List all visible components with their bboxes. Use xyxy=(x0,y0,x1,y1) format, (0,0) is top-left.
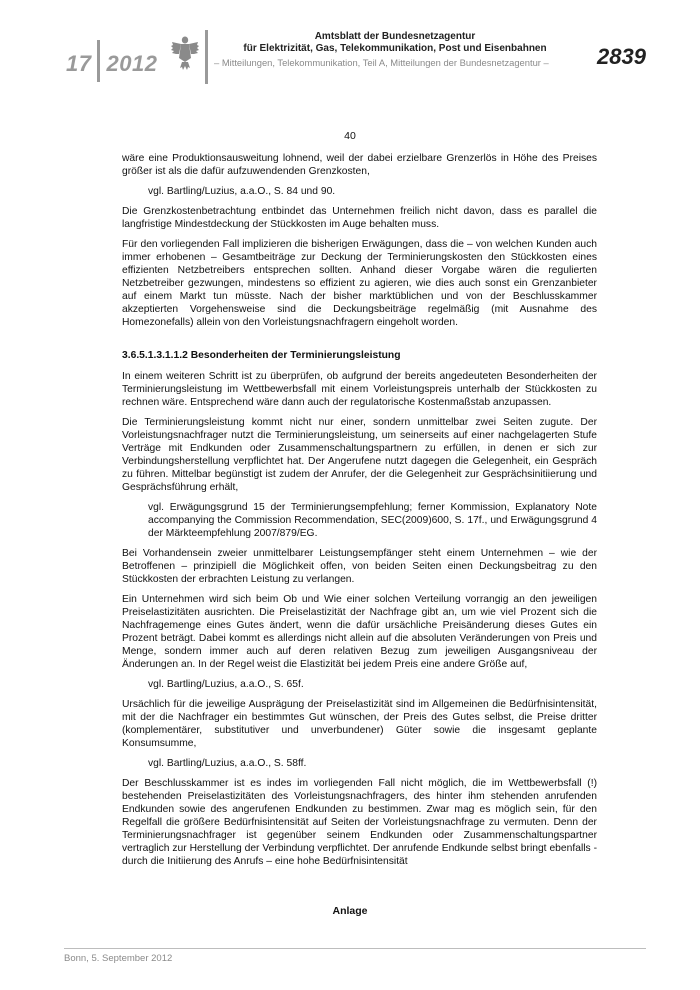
annex-label: Anlage xyxy=(332,905,368,917)
paragraph: wäre eine Produktionsausweitung lohnend, weil der dabei erzielbare Grenzerlös in Höhe des Preises größer ist als die dafür aufzuwendenden Grenzkosten, xyxy=(122,153,597,177)
journal-title xyxy=(210,31,580,55)
citation: vgl. Erwägungsgrund 15 der Terminierungsempfehlung; ferner Kommission, Explanatory Note accompanying the Commission Recommendation, SEC(2009)600, S. 17f., und Erwägungsgrund 4 der Märkteempfehlung 2007/879/EG. xyxy=(148,502,597,539)
section-heading: 3.6.5.1.3.1.1.2 Besonderheiten der Terminierungsleistung xyxy=(122,350,401,361)
paragraph: Die Grenzkostenbetrachtung entbindet das Unternehmen freilich nicht davon, dass es parallel die langfristige Mindestdeckung der Stückkosten im Auge behalten muss. xyxy=(122,206,597,230)
paragraph: Bei Vorhandensein zweier unmittelbarer Leistungsempfänger steht einem Unternehmen – wie der Betroffenen – prinzipiell die Möglichkeit offen, von beiden Seiten einen Deckungsbeitrag zu den Stückkosten der erbrachten Leistung zu verlangen. xyxy=(122,548,597,585)
issue-year: 2012 xyxy=(106,50,158,76)
document-body xyxy=(122,152,597,875)
journal-subtitle: – Mitteilungen, Telekommunikation, Teil A, Mitteilungen der Bundesnetzagentur – xyxy=(214,57,549,68)
citation: vgl. Bartling/Luzius, a.a.O., S. 65f. xyxy=(148,679,304,690)
issue-label xyxy=(66,44,157,86)
paragraph: Die Terminierungsleistung kommt nicht nur einer, sondern unmittelbar zwei Seiten zugute. Der Vorleistungsnachfrager nutzt die Terminierungsleistung, um seinerseits auf einer nachgelagerten Stufe Verträge mit Endkunden oder Zusammenschaltungspartnern zu erfüllen, in denen er sich zur Verbindungsherstellung verpflichtet hat. Der Angerufene nutzt dagegen die Gelegenheit, ein Gespräch zu führen. Mittelbar begünstigt ist zudem der Anrufer, der die Gelegenheit zur Gesprächsinitiierung und Gesprächsführung erhält, xyxy=(122,417,597,493)
journal-title-line1: Amtsblatt der Bundesnetzagentur xyxy=(314,31,476,42)
paragraph: Ein Unternehmen wird sich beim Ob und Wie einer solchen Verteilung vorrangig an den jeweiligen Preiselastizitäten ausrichten. Die Preiselastizität der Nachfrage gibt an, um wie viel Prozent sich die Nachfragemenge eines Gutes ändert, wenn die dafür ursächliche Preisänderung dieses Gutes ein Prozent beträgt. Dabei kommt es allerdings nicht allein auf die absoluten Veränderungen von Preis und Menge, sondern immer auch auf deren relativen Bezug zum jeweiligen Ausgangsniveau der Änderungen an. In der Regel weist die Elastizität bei jedem Preis eine andere Größe auf, xyxy=(122,594,597,670)
inner-page-number: 40 xyxy=(344,130,356,142)
issue-separator xyxy=(97,40,100,82)
footer-divider xyxy=(64,948,646,949)
page-number: 2839 xyxy=(597,44,646,69)
issue-number: 17 xyxy=(66,50,92,76)
citation: vgl. Bartling/Luzius, a.a.O., S. 58ff. xyxy=(148,758,307,769)
paragraph: Der Beschlusskammer ist es indes im vorliegenden Fall nicht möglich, die im Wettbewerbsfall (!) bestehenden Preiselastizitäten des Vorleistungsnachfragers, des hinter ihm stehenden anrufenden Endkunden sowie des angerufenen Endkunden zu bestimmen. Zwar mag es möglich sein, für den Regelfall die größere Bedürfnisintensität auf Seiten der Vorleistungsnachfrage zu vermuten. Denn der Terminierungsnachfrager ist gegenüber seinem Endkunden oder Zusammenschaltungspartner vertraglich zur Herstellung der Verbindung verpflichtet. Der anrufende Endkunde selbst bringt ebenfalls - durch die Initiierung des Anrufs – eine hohe Bedürfnisintensität xyxy=(122,778,597,867)
journal-title-line2: für Elektrizität, Gas, Telekommunikation, Post und Eisenbahnen xyxy=(243,43,547,54)
citation: vgl. Bartling/Luzius, a.a.O., S. 84 und 90. xyxy=(148,186,336,197)
paragraph: In einem weiteren Schritt ist zu überprüfen, ob aufgrund der bereits angedeuteten Besonderheiten der Terminierungsleistung im Wettbewerbsfall mit einem Vorleistungspreis unterhalb der Stückkosten zu rechnen wäre. Entsprechend wäre dann auch der regulatorische Kostenmaßstab anzupassen. xyxy=(122,371,597,408)
header-divider xyxy=(205,30,208,84)
federal-eagle-icon xyxy=(170,32,200,72)
footer-date: Bonn, 5. September 2012 xyxy=(64,953,173,964)
paragraph: Für den vorliegenden Fall implizieren die bisherigen Erwägungen, dass die – von welchen Kunden auch immer erhobenen – Gesamtbeiträge zur Deckung der Terminierungskosten den Stückkosten eines effizienten Netzbetreibers entsprechen sollten. Anhand dieser Vorgabe wären die regulierten Netzbetreiber gezwungen, mindestens so effizient zu agieren, wie dies auch sonst ein Grenzanbieter auf einem Markt tun müsste. Nach der bisher marktüblichen und von der Beschlusskammer akzeptierten Vorgehensweise sind die Deckungsbeiträge regelmäßig (mit Ausnahme des Homezonefalls) allein von den Vorleistungsnachfragern eingeholt worden. xyxy=(122,239,597,328)
paragraph: Ursächlich für die jeweilige Ausprägung der Preiselastizität sind im Allgemeinen die Bedürfnisintensität, mit der die Nachfrager ein bestimmtes Gut wünschen, der Preis des Gutes selbst, die Preise dritter (komplementärer, substitutiver und unverbundener) Güter sowie die insgesamt geplante Konsumsumme, xyxy=(122,699,597,749)
